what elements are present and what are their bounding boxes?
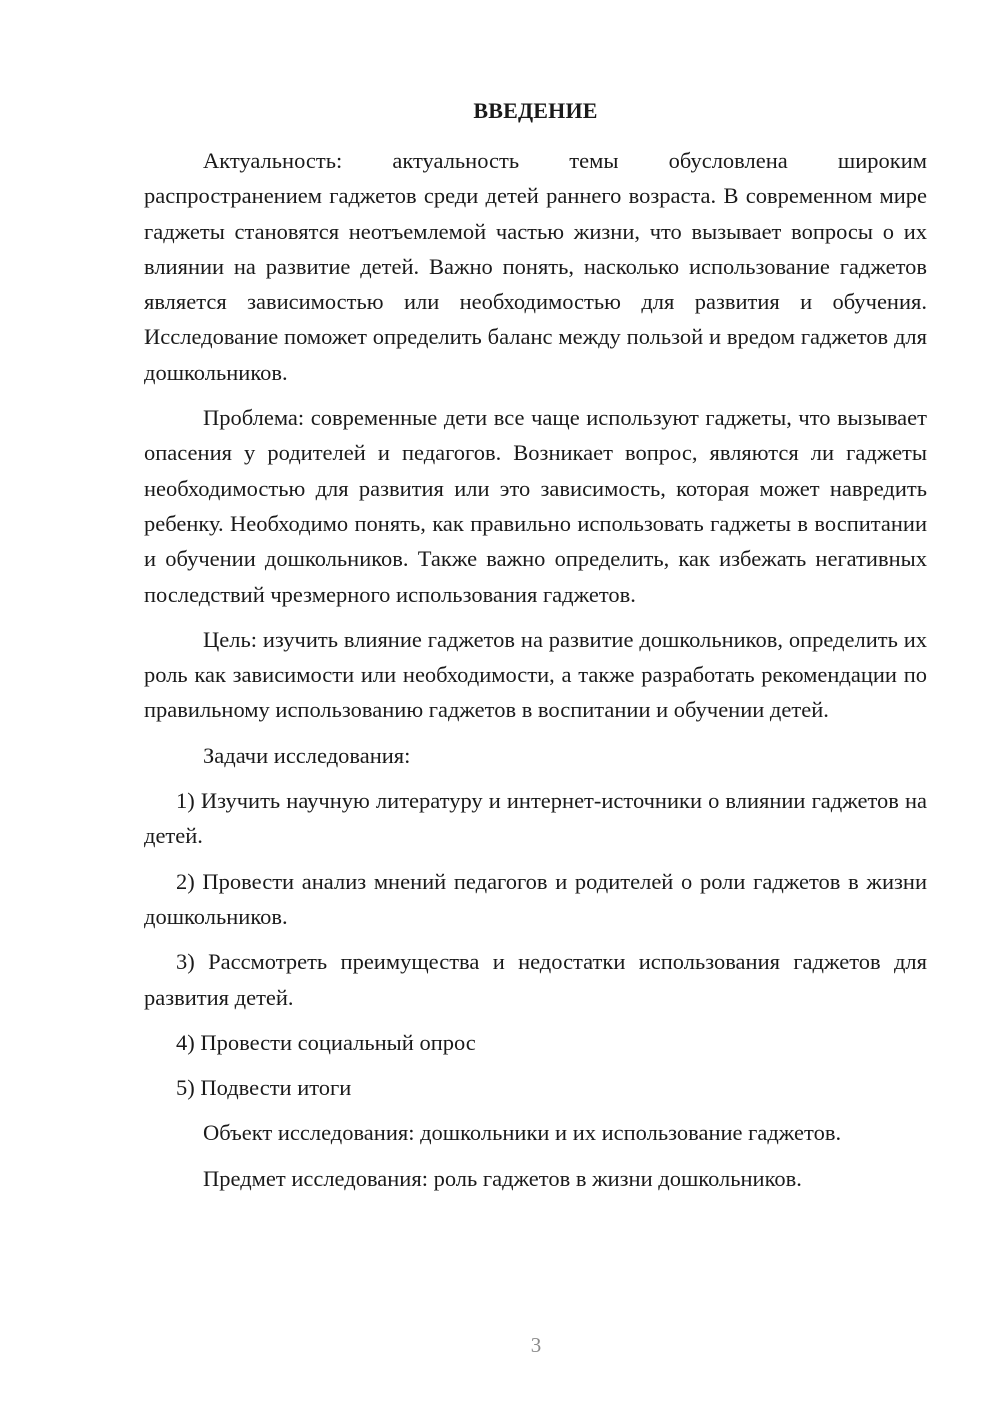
page-title: ВВЕДЕНИЕ bbox=[473, 98, 598, 123]
task-item-5: 5) Подвести итоги bbox=[176, 1075, 352, 1101]
paragraph-goal: Цель: изучить влияние гаджетов на развитие дошкольников, определить их роль как зависимости или необходимости, а также разработать рекомендации по правильному использованию гаджетов в воспитании и обучении детей. bbox=[144, 626, 927, 723]
paragraph-problem: Проблема: современные дети все чаще используют гаджеты, что вызывает опасения у родителей и педагогов. Возникает вопрос, являются ли гаджеты необходимостью для развития или это зависимость, которая может навредить ребенку. Необходимо понять, как правильно использовать гаджеты в воспитании и обучении дошкольников. Также важно определить, как избежать негативных последствий чрезмерного использования гаджетов. bbox=[144, 405, 927, 607]
document-body bbox=[144, 143, 927, 1206]
task-item-2: 2) Провести анализ мнений педагогов и родителей о роли гаджетов в жизни дошкольников. bbox=[144, 868, 927, 929]
task-item-4: 4) Провести социальный опрос bbox=[176, 1029, 476, 1055]
research-object: Объект исследования: дошкольники и их использование гаджетов. bbox=[203, 1120, 842, 1146]
task-item-3: 3) Рассмотреть преимущества и недостатки использования гаджетов для развития детей. bbox=[144, 949, 927, 1010]
paragraph-relevance: Актуальность: актуальность темы обусловлена широким распространением гаджетов среди детей раннего возраста. В современном мире гаджеты становятся неотъемлемой частью жизни, что вызывает вопросы о их влиянии на развитие детей. Важно понять, насколько использование гаджетов является зависимостью или необходимостью для развития и обучения. Исследование поможет определить баланс между пользой и вредом гаджетов для дошкольников. bbox=[144, 148, 927, 385]
tasks-heading: Задачи исследования: bbox=[203, 742, 411, 768]
task-item-1: 1) Изучить научную литературу и интернет-источники о влиянии гаджетов на детей. bbox=[144, 788, 927, 849]
research-subject: Предмет исследования: роль гаджетов в жизни дошкольников. bbox=[203, 1165, 802, 1191]
page-number: 3 bbox=[530, 1333, 542, 1357]
